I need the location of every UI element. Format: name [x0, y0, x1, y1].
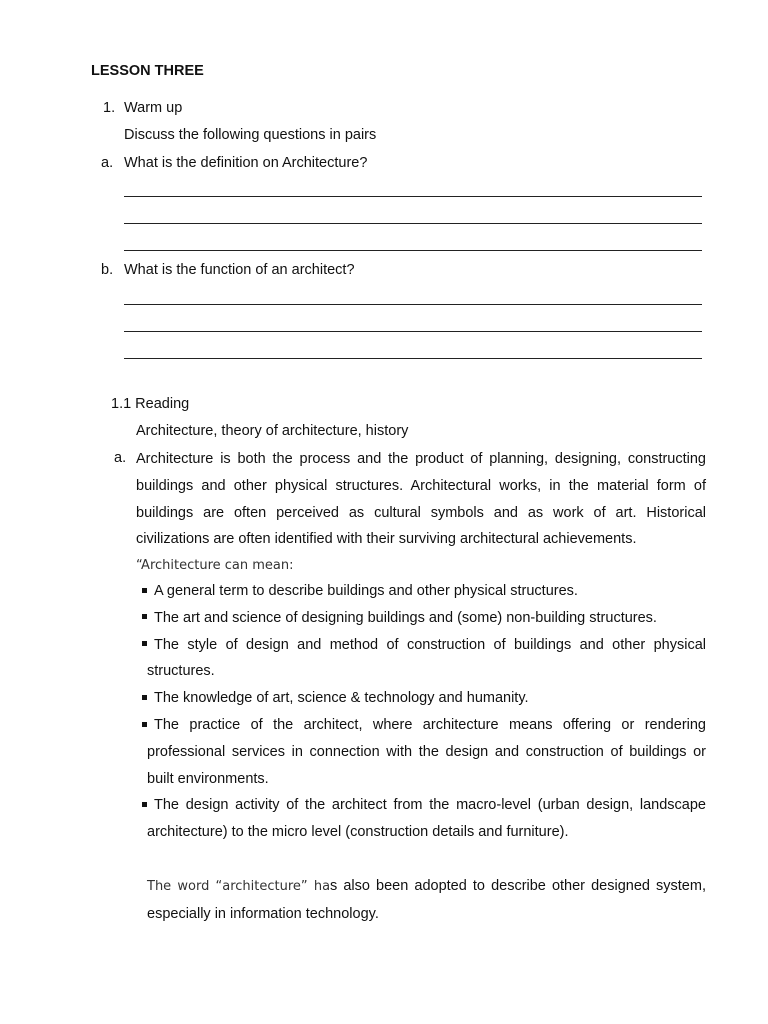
list-item-text: The knowledge of art, science & technology and humanity.	[154, 690, 529, 707]
means-intro: “Architecture can mean:	[136, 558, 294, 574]
question-a-text: What is the definition on Architecture?	[124, 155, 368, 171]
list-item-text: The design activity of the architect from the macro-level (urban design, landscape architecture) to the micro level (construction details and furniture).	[147, 797, 706, 841]
square-bullet-icon	[142, 641, 147, 646]
reading-heading: 1.1 Reading	[111, 396, 190, 412]
definition-list	[142, 578, 706, 846]
list-item-text: The style of design and method of construction of buildings and other physical structures.	[147, 636, 706, 680]
answer-line	[124, 358, 702, 359]
closing-paragraph	[147, 873, 706, 928]
warmup-instruction: Discuss the following questions in pairs	[124, 127, 377, 143]
answer-line	[124, 331, 702, 332]
square-bullet-icon	[142, 722, 147, 727]
list-item	[142, 578, 706, 605]
closing-lead: The word “architecture” ha	[147, 879, 331, 894]
list-item-text: The practice of the architect, where architecture means offering or rendering professional services in connection with the design and construction of buildings or built environments.	[147, 716, 706, 787]
square-bullet-icon	[142, 695, 147, 700]
list-item-text: A general term to describe buildings and other physical structures.	[154, 583, 578, 599]
answer-line	[124, 250, 702, 251]
reading-subtitle: Architecture, theory of architecture, history	[136, 423, 409, 439]
warmup-number: 1.	[103, 100, 116, 116]
list-item	[142, 632, 706, 686]
question-a-letter: a.	[101, 155, 114, 171]
list-item	[142, 605, 706, 632]
question-b-text: What is the function of an architect?	[124, 262, 355, 278]
list-item-text: The art and science of designing buildings and (some) non-building structures.	[154, 609, 657, 626]
reading-paragraph: Architecture is both the process and the product of planning, designing, constructing buildings and other physical structures. Architectural works, in the material form of buildings are often perceived as cultural symbols and as work of art. Historical civilizations are often identified with their surviving architectural achievements.	[136, 451, 706, 548]
answer-line	[124, 196, 702, 197]
list-item	[142, 712, 706, 792]
reading-item-letter: a.	[114, 450, 127, 466]
list-item	[142, 685, 706, 712]
lesson-title: LESSON THREE	[91, 63, 204, 79]
warmup-title: Warm up	[124, 100, 183, 116]
answer-line	[124, 304, 702, 305]
closing-rest: s also been adopted to describe other designed system, especially in information technology.	[147, 878, 706, 922]
list-item	[142, 792, 706, 846]
reading-paragraph-block	[136, 446, 706, 580]
question-b-letter: b.	[101, 262, 114, 278]
square-bullet-icon	[142, 588, 147, 593]
square-bullet-icon	[142, 614, 147, 619]
answer-line	[124, 223, 702, 224]
square-bullet-icon	[142, 802, 147, 807]
